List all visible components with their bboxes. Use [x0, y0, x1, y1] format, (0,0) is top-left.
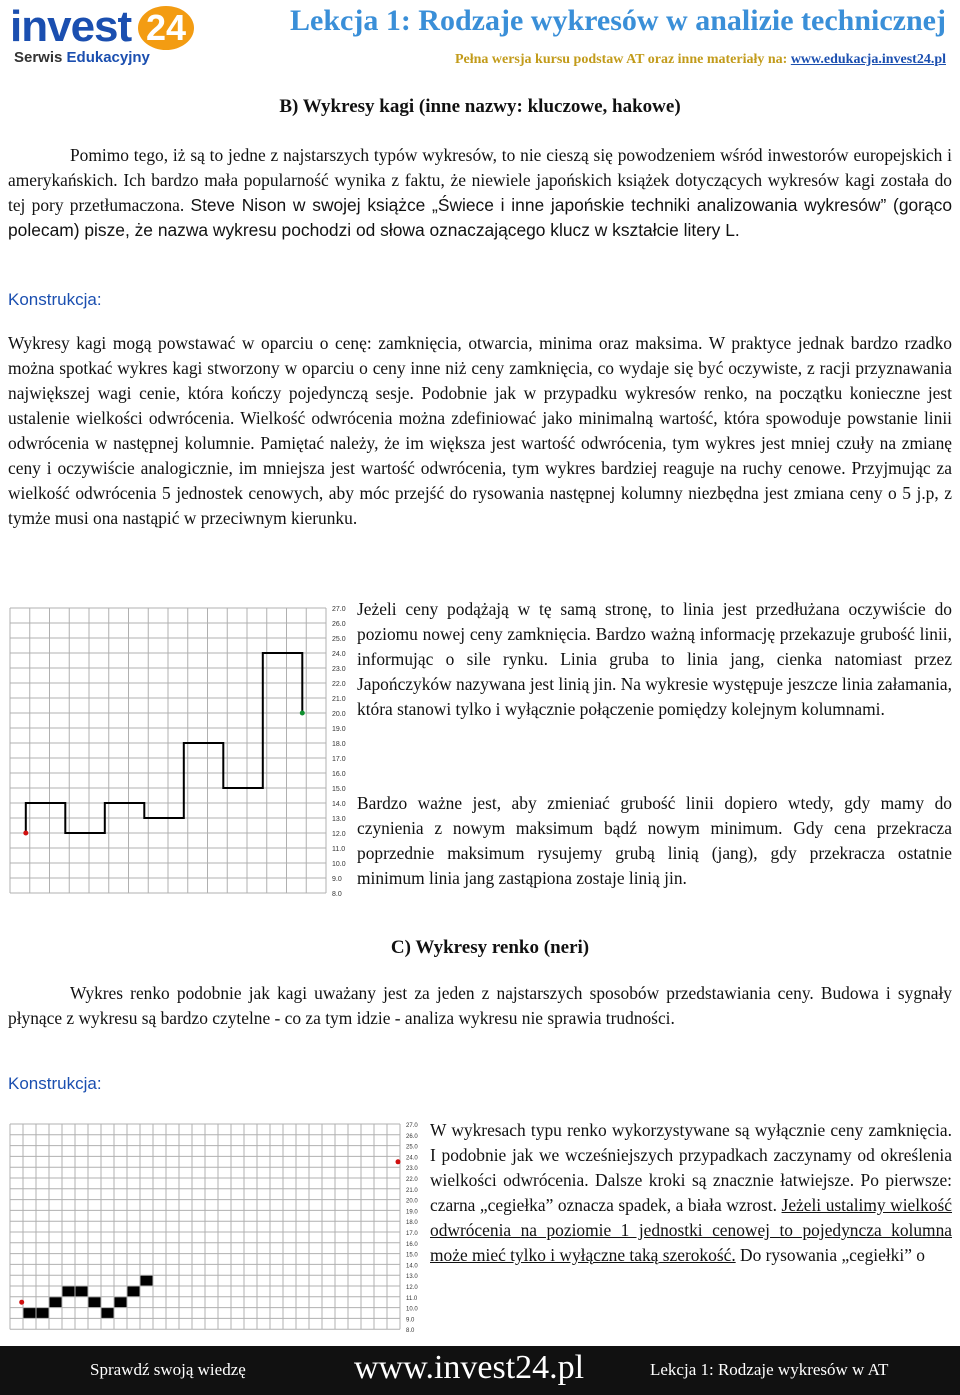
renko-brick [37, 1309, 48, 1318]
logo-tagline: Serwis Edukacyjny [14, 49, 150, 66]
section-c-construction-label: Konstrukcja: [8, 1074, 102, 1093]
kagi-tick-label: 8.0 [332, 891, 342, 898]
kagi-start-point [23, 831, 28, 836]
renko-tick-label: 12.0 [406, 1285, 418, 1291]
kagi-tick-label: 24.0 [332, 651, 346, 658]
renko-tick-label: 14.0 [406, 1263, 418, 1270]
footer-quiz-link[interactable]: Sprawdź swoją wiedzę [90, 1360, 246, 1379]
renko-tick-label: 19.0 [406, 1209, 418, 1216]
kagi-line [23, 653, 305, 836]
page-footer [0, 1346, 960, 1395]
section-b-construction-text: Wykresy kagi mogą powstawać w oparciu o cenę: zamknięcia, otwarcia, minima oraz maksima. W praktyce jednak bardzo rzadko można spotkać wykres kagi stworzony w oparciu o ceny inne niż ceny zamknięcia, co wydaje się być oczywiste, z racji przyznawania największej wagi cenie, która kończy pojedynczą sesje. Podobnie jak w przypadku wykresów renko, na początku konieczne jest ustalenie wielkości odwrócenia. Wielkość odwrócenia można zdefiniować jako minimalną wartość, która spowoduje powstanie linii odwrócenia w następnej kolumnie. Pamiętać należy, że im większa jest wartość odwrócenia, tym wykres jest mniej czuły na zmianę ceny i oczywiście analogicznie, im mniejsza jest wartość odwrócenia, tym wykres bardziej reaguje na ruchy cenowe. Przyjmując za wielkość odwrócenia 5 jednostek cenowych, aby móc przejść do rysowania następnej kolumny niezbędna jest zmiana ceny o 5 j.p, z tymże musi ona nastąpić w przeciwnym kierunku. [8, 333, 952, 528]
kagi-tick-label: 23.0 [332, 666, 346, 673]
footer-lesson-title: Lekcja 1: Rodzaje wykresów w AT [650, 1360, 889, 1379]
invest24-logo [6, 2, 206, 72]
renko-tick-label: 26.0 [406, 1133, 418, 1140]
renko-tick-label: 18.0 [406, 1220, 418, 1227]
renko-brick [76, 1287, 87, 1296]
kagi-tick-label: 15.0 [332, 786, 346, 793]
renko-description: W wykresach typu renko wykorzystywane są wyłącznie ceny zamknięcia. I podobnie jak we wcześniejszych przypadkach zaczynamy od określenia wielkości odwrócenia. Dalsze kroki są znacznie łatwiejsze. Po pierwsze: czarna „cegiełka” oznacza spadek, a biała wzrost. Jeżeli ustalimy wielkość odwrócenia na poziomie 1 jednostki cenowej to pojedyncza kolumna może mieć tylko i wyłączne taką szerokość. Do rysowania „cegiełki” o [430, 1120, 952, 1265]
kagi-tick-label: 21.0 [332, 696, 346, 703]
kagi-tick-label: 9.0 [332, 876, 342, 883]
renko-start-point [19, 1300, 24, 1305]
renko-tick-label: 20.0 [406, 1198, 418, 1205]
logo-wordmark: invest [10, 2, 132, 51]
kagi-tick-label: 11.0 [332, 846, 346, 853]
renko-tick-label: 10.0 [406, 1306, 418, 1313]
kagi-tick-label: 16.0 [332, 771, 346, 778]
renko-grid [10, 1124, 400, 1329]
section-c-heading: C) Wykresy renko (neri) [390, 937, 590, 958]
kagi-tick-label: 27.0 [332, 606, 346, 613]
renko-brick [141, 1276, 152, 1285]
renko-tick-label: 13.0 [406, 1274, 418, 1281]
renko-brick [24, 1309, 35, 1318]
kagi-tick-label: 18.0 [332, 741, 346, 748]
section-c-intro: Wykres renko podobnie jak kagi uważany jest za jeden z najstarszych sposobów przedstawiania ceny. Budowa i sygnały płynące z wykresu są bardzo czytelne - co za tym idzie - analiza wykresu nie sprawia trudności. [8, 983, 952, 1028]
kagi-tick-label: 14.0 [332, 801, 346, 808]
renko-tick-label: 21.0 [406, 1187, 418, 1194]
document-title: Lekcja 1: Rodzaje wykresów w analizie technicznej [290, 4, 946, 37]
kagi-chart [8, 598, 350, 898]
renko-brick [89, 1298, 100, 1307]
kagi-tick-label: 25.0 [332, 636, 346, 643]
renko-tick-label: 9.0 [406, 1317, 415, 1324]
renko-chart [8, 1116, 424, 1338]
renko-tick-label: 23.0 [406, 1166, 418, 1173]
logo-24-badge: 24 [138, 6, 194, 50]
renko-brick [115, 1298, 126, 1307]
renko-tick-label: 11.0 [406, 1295, 418, 1302]
section-b-intro: Pomimo tego, iż są to jedne z najstarszych typów wykresów, to nie cieszą się powodzeniem wśród inwestorów europejskich i amerykańskich. Ich bardzo mała popularność wynika z faktu, że niewiele japońskich książek dotyczących wykresów kagi została do tej pory przetłumaczona. Steve Nison w swojej książce „Świece i inne japońskie techniki analizowania wykresów” (gorąco polecam) pisze, że nazwa wykresu pochodzi od słowa oznaczającego klucz w kształcie litery L. [8, 145, 953, 240]
kagi-tick-label: 12.0 [332, 831, 346, 838]
footer-site-url[interactable]: www.invest24.pl [354, 1349, 585, 1386]
renko-end-point [396, 1159, 401, 1164]
renko-tick-label: 15.0 [406, 1252, 418, 1259]
kagi-tick-label: 22.0 [332, 681, 346, 688]
renko-tick-label: 24.0 [406, 1155, 418, 1162]
kagi-description-1: Jeżeli ceny podążają w tę samą stronę, to linia jest przedłużana oczywiście do poziomu nowej ceny zamknięcia. Bardzo ważną informację przekazuje grubość linii, informując o sile rynku. Linia gruba to linia jang, cienka natomiast przez Japończyków nazywana jest linią jin. Na wykresie występuje jeszcze linia załamania, która stanowi tylko i wyłącznie połączenie pomiędzy kolejnym kolumnami. [357, 599, 952, 719]
renko-brick [128, 1287, 139, 1296]
renko-bricks [19, 1159, 400, 1317]
kagi-end-point [300, 711, 305, 716]
renko-brick [50, 1298, 61, 1307]
section-b-heading: B) Wykresy kagi (inne nazwy: kluczowe, hakowe) [279, 96, 681, 117]
renko-brick [102, 1309, 113, 1318]
edukacja-link[interactable]: www.edukacja.invest24.pl [790, 52, 946, 67]
kagi-tick-label: 20.0 [332, 711, 346, 718]
renko-tick-label: 16.0 [406, 1241, 418, 1248]
renko-axis-labels [406, 1123, 418, 1334]
kagi-description-2: Bardzo ważne jest, aby zmieniać grubość linii dopiero wtedy, gdy mamy do czynienia z nowym maksimum bądź nowym minimum. Gdy cena przekracza poprzednie maksimum rysujemy grubą linią (jang), gdy przekracza ostatnie minimum linia jang zastąpiona zostaje linią jin. [357, 793, 952, 888]
renko-tick-label: 17.0 [406, 1231, 418, 1237]
kagi-tick-label: 17.0 [332, 756, 346, 763]
renko-tick-label: 25.0 [406, 1144, 418, 1151]
renko-tick-label: 8.0 [406, 1328, 415, 1335]
document-subtitle: Pełna wersja kursu podstaw AT oraz inne materiały na: www.edukacja.invest24.pl [454, 52, 946, 67]
kagi-axis-labels [332, 606, 346, 898]
kagi-tick-label: 26.0 [332, 621, 346, 628]
renko-tick-label: 22.0 [406, 1177, 418, 1183]
section-b-construction-label: Konstrukcja: [8, 290, 102, 309]
kagi-tick-label: 13.0 [332, 816, 346, 823]
renko-tick-label: 27.0 [406, 1123, 418, 1129]
kagi-grid [10, 608, 326, 893]
kagi-tick-label: 10.0 [332, 861, 346, 868]
renko-brick [63, 1287, 74, 1296]
kagi-tick-label: 19.0 [332, 726, 346, 733]
